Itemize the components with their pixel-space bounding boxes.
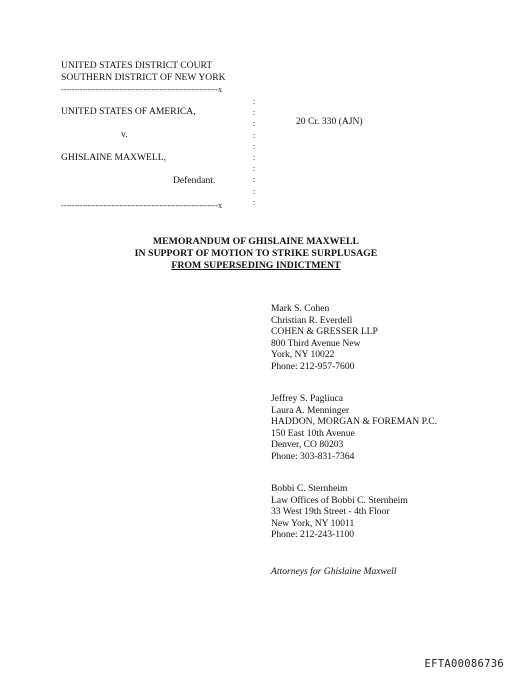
defendant-name: GHISLAINE MAXWELL, bbox=[61, 152, 166, 163]
counsel-line: Phone: 212-243-1100 bbox=[271, 529, 355, 541]
counsel-line: 150 East 10th Avenue bbox=[271, 427, 355, 439]
counsel-line: HADDON, MORGAN & FOREMAN P.C. bbox=[271, 416, 438, 428]
versus-label: v. bbox=[121, 129, 128, 140]
case-number: 20 Cr. 330 (AJN) bbox=[296, 116, 363, 127]
counsel-line: Law Offices of Bobbi C. Sternheim bbox=[271, 494, 408, 506]
bates-stamp: EFTA00086736 bbox=[424, 658, 504, 670]
counsel-line: Phone: 303-831-7364 bbox=[271, 450, 355, 462]
plaintiff-name: UNITED STATES OF AMERICA, bbox=[61, 106, 196, 117]
counsel-line: Denver, CO 80203 bbox=[271, 439, 344, 451]
counsel-line: Jeffrey S. Pagliuca bbox=[271, 393, 344, 404]
counsel-block-haddon-morgan bbox=[271, 393, 437, 463]
counsel-line: 800 Third Avenue New bbox=[271, 337, 361, 349]
counsel-line: York, NY 10022 bbox=[271, 349, 335, 361]
caption-separator-bottom: -----------------------------------------------------------x bbox=[61, 201, 223, 210]
counsel-line: New York, NY 10011 bbox=[271, 517, 355, 529]
court-name: UNITED STATES DISTRICT COURT bbox=[61, 60, 213, 71]
document-title bbox=[0, 236, 512, 271]
title-line-2: IN SUPPORT OF MOTION TO STRIKE SURPLUSAGE bbox=[134, 247, 378, 259]
counsel-line: Phone: 212-957-7600 bbox=[271, 360, 355, 372]
title-line-3: FROM SUPERSEDING INDICTMENT bbox=[171, 259, 341, 271]
counsel-block-sternheim bbox=[271, 483, 408, 541]
caption-separator-top: -----------------------------------------------------------x bbox=[61, 85, 223, 94]
defendant-role: Defendant. bbox=[173, 175, 216, 186]
title-line-1: MEMORANDUM OF GHISLAINE MAXWELL bbox=[152, 236, 360, 247]
counsel-line: Laura A. Menninger bbox=[271, 404, 350, 416]
counsel-line: Bobbi C. Sternheim bbox=[271, 483, 348, 494]
counsel-line: Christian R. Everdell bbox=[271, 314, 353, 326]
caption-colon-column: : : : : : : : : : : bbox=[252, 97, 256, 207]
court-heading bbox=[61, 60, 226, 83]
counsel-line: 33 West 19th Street - 4th Floor bbox=[271, 506, 390, 518]
court-district: SOUTHERN DISTRICT OF NEW YORK bbox=[61, 71, 226, 83]
counsel-line: COHEN & GRESSER LLP bbox=[271, 326, 378, 338]
counsel-block-cohen-gresser bbox=[271, 303, 378, 373]
counsel-line: Mark S. Cohen bbox=[271, 303, 330, 314]
attorneys-for-line: Attorneys for Ghislaine Maxwell bbox=[271, 566, 397, 577]
